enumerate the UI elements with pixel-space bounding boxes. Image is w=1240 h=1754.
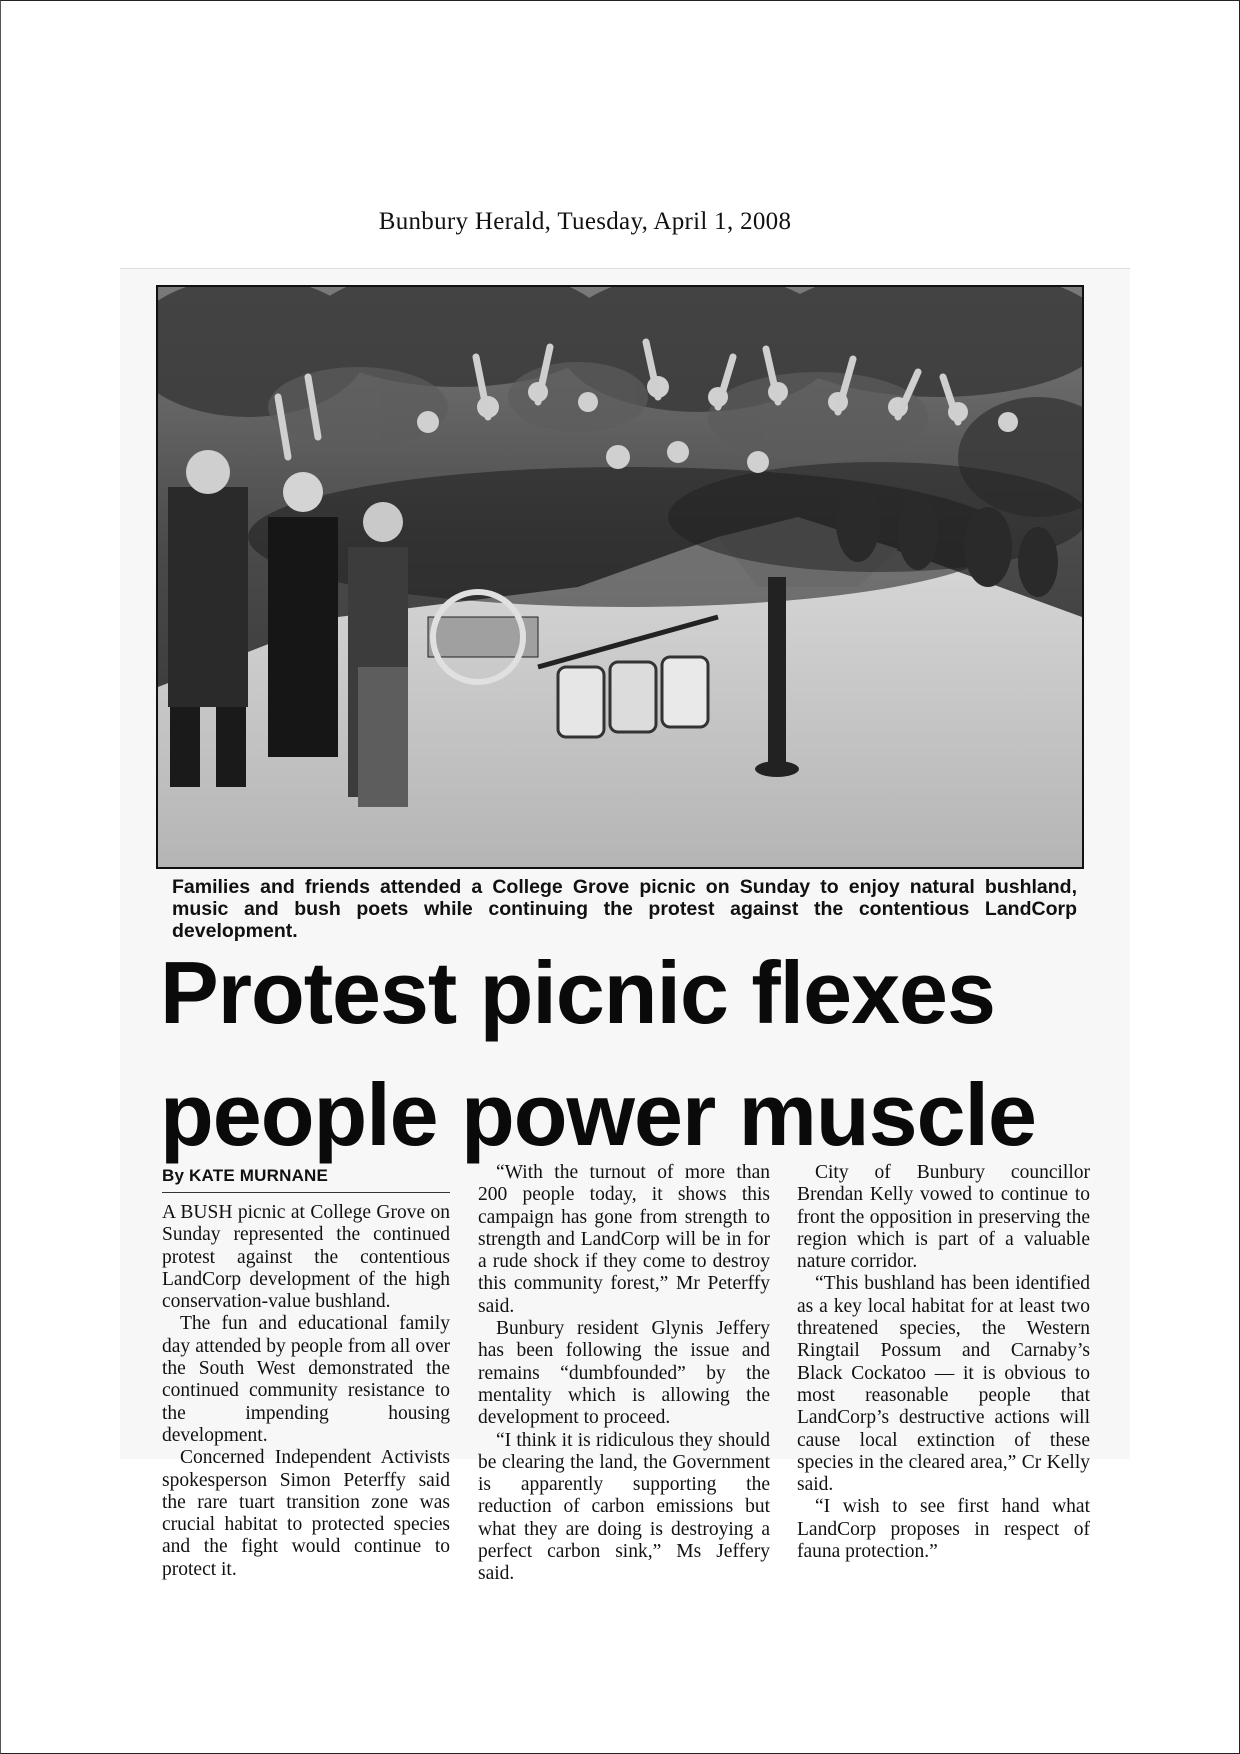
article-column-3 [797,1162,1090,1563]
article-column-1 [162,1202,450,1581]
paragraph: A BUSH picnic at College Grove on Sunday represented the continued protest against the contentious LandCorp development of the high conservation-value bushland. [162,1202,450,1313]
photo-illustration [158,287,1082,867]
paragraph: Bunbury resident Glynis Jeffery has been following the issue and remains “dumbfounded” by the mentality which is allowing the development to proceed. [478,1318,770,1429]
headline [160,932,1100,1176]
paragraph: Concerned Independent Activists spokesperson Simon Peterffy said the rare tuart transition zone was crucial habitat to protected species and the fight would continue to protect it. [162,1447,450,1580]
paragraph: “I wish to see first hand what LandCorp proposes in respect of fauna protection.” [797,1496,1090,1563]
photo-caption: Families and friends attended a College Grove picnic on Sunday to enjoy natural bushland, music and bush poets while continuing the protest against the contentious LandCorp development. [172,876,1077,942]
paragraph: “With the turnout of more than 200 people today, it shows this campaign has gone from strength to strength and LandCorp will be in for a rude shock if they come to destroy this community forest,” Mr Peterffy said. [478,1162,770,1317]
article-column-2 [478,1162,770,1586]
protest-crowd-photo [156,285,1084,869]
byline: By KATE MURNANE [162,1166,329,1185]
headline-line-2: people power muscle [160,1065,1036,1164]
headline-line-1: Protest picnic flexes [160,943,995,1042]
paragraph: The fun and educational family day attended by people from all over the South West demonstrated the continued community resistance to the impending housing development. [162,1313,450,1446]
paragraph: City of Bunbury councillor Brendan Kelly vowed to continue to front the opposition in preserving the region which is part of a valuable nature corridor. [797,1162,1090,1273]
paragraph: “I think it is ridiculous they should be clearing the land, the Government is apparently supporting the reduction of carbon emissions but what they are doing is destroying a perfect carbon sink,” Ms Jeffery said. [478,1429,770,1585]
dateline: Bunbury Herald, Tuesday, April 1, 2008 [378,208,792,235]
paragraph: “This bushland has been identified as a key local habitat for at least two threatened species, the Western Ringtail Possum and Carnaby’s Black Cockatoo — it is obvious to most reasonable people that LandCorp’s destructive actions will cause local extinction of these species in the cleared area,” Cr Kelly said. [797,1273,1090,1496]
byline-rule [162,1192,450,1193]
